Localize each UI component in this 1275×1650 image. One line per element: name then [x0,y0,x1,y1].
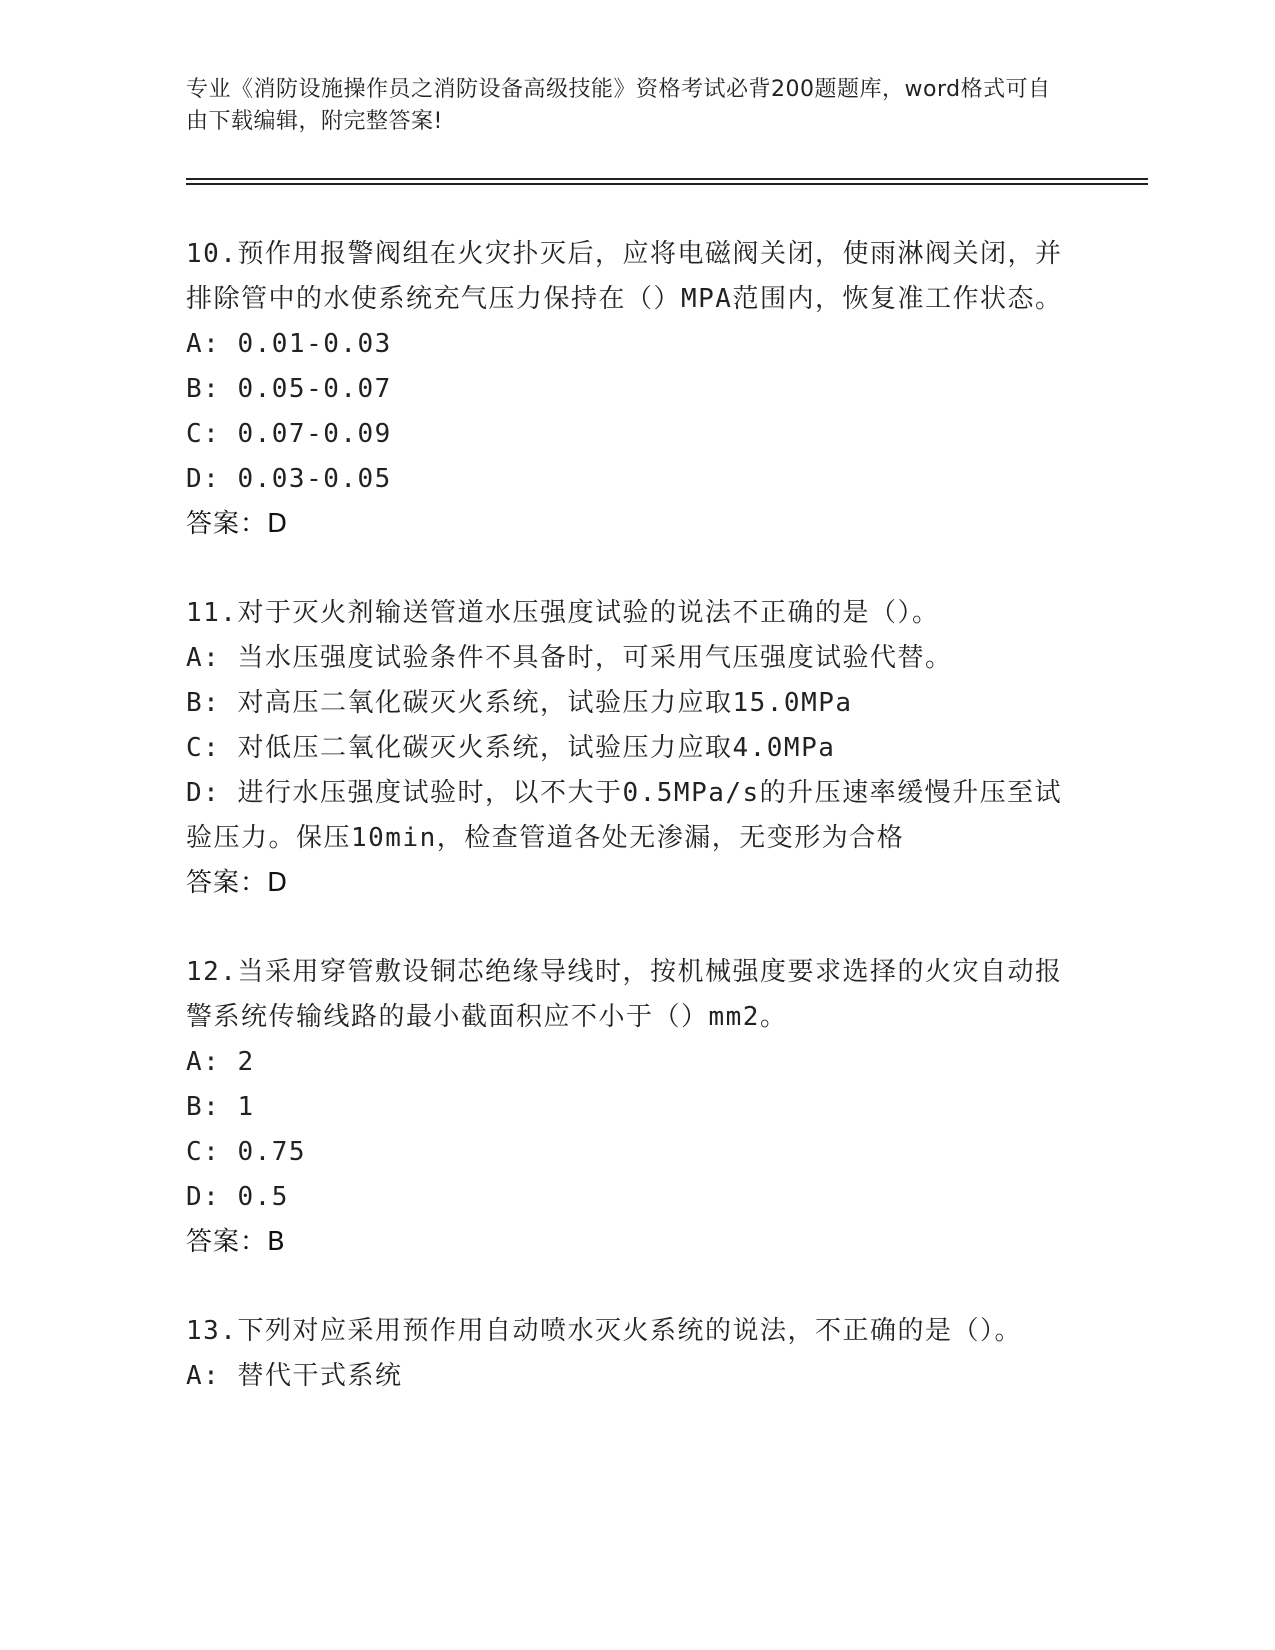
question-11 [186,591,1086,906]
question-12 [186,950,1086,1265]
option-a: A: 替代干式系统 [186,1361,403,1391]
option-b: B: 0.05-0.07 [186,374,392,404]
answer: 答案：D [186,509,289,539]
document-header: 专业《消防设施操作员之消防设备高级技能》资格考试必背200题题库，word格式可自由下载编辑，附完整答案! [186,77,1051,134]
option-b: B: 对高压二氧化碳灭火系统，试验压力应取15.0MPa [186,688,853,718]
question-stem: 10.预作用报警阀组在火灾扑灭后，应将电磁阀关闭，使雨淋阀关闭，并排除管中的水使系统充气压力保持在（）MPA范围内，恢复准工作状态。 [186,239,1063,314]
option-b: B: 1 [186,1092,255,1122]
option-c: C: 0.07-0.09 [186,419,392,449]
option-a: A: 0.01-0.03 [186,329,392,359]
option-d: D: 0.5 [186,1182,289,1212]
option-a: A: 当水压强度试验条件不具备时，可采用气压强度试验代替。 [186,643,953,673]
answer: 答案：B [186,1227,286,1257]
option-d: D: 0.03-0.05 [186,464,392,494]
question-list [186,232,1086,1443]
option-a: A: 2 [186,1047,255,1077]
question-stem: 13.下列对应采用预作用自动喷水灭火系统的说法，不正确的是（）。 [186,1316,1022,1346]
question-10 [186,232,1086,547]
option-c: C: 0.75 [186,1137,307,1167]
question-13 [186,1309,1086,1399]
option-c: C: 对低压二氧化碳灭火系统，试验压力应取4.0MPa [186,733,836,763]
question-stem: 12.当采用穿管敷设铜芯绝缘导线时，按机械强度要求选择的火灾自动报警系统传输线路的最小截面积应不小于（）mm2。 [186,957,1063,1032]
question-stem: 11.对于灭火剂输送管道水压强度试验的说法不正确的是（）。 [186,598,940,628]
header-divider-second [186,183,1148,185]
option-d: D: 进行水压强度试验时，以不大于0.5MPa/s的升压速率缓慢升压至试验压力。保压10min，检查管道各处无渗漏，无变形为合格 [186,778,1063,853]
header-divider [186,178,1148,180]
answer: 答案：D [186,868,289,898]
